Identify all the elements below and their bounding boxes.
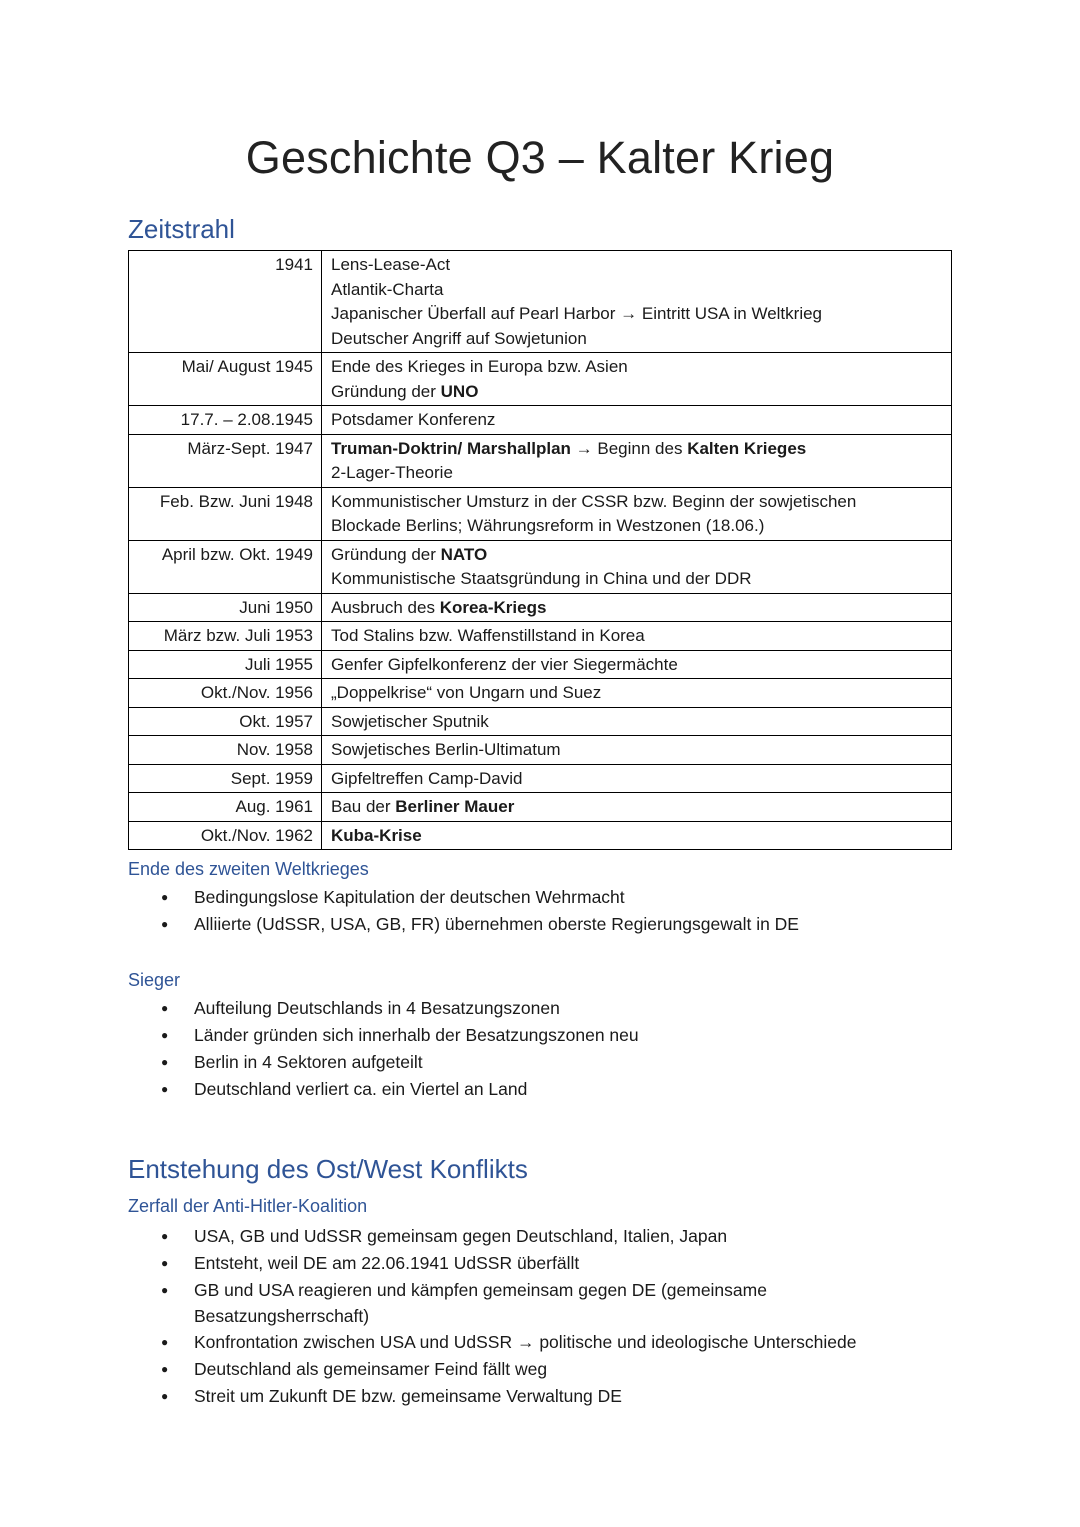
list-item: ● Streit um Zukunft DE bzw. gemeinsame Verwaltung DE: [128, 1383, 954, 1410]
timeline-date: Okt. 1957: [129, 707, 322, 736]
timeline-event-line: [331, 567, 943, 592]
bold-text: Truman-Doktrin/ Marshallplan: [331, 438, 571, 458]
timeline-event: [322, 487, 952, 540]
text: → Beginn des: [570, 438, 688, 458]
timeline-row: [129, 650, 952, 679]
timeline-date: Okt./Nov. 1962: [129, 821, 322, 850]
timeline-event-line: [331, 767, 943, 792]
timeline-event-line: [331, 490, 943, 515]
timeline-date: April bzw. Okt. 1949: [129, 540, 322, 593]
winners-list: [128, 995, 954, 1103]
list-item: ● Entsteht, weil DE am 22.06.1941 UdSSR überfällt: [128, 1250, 954, 1277]
text: Lens-Lease-Act: [331, 255, 451, 274]
timeline-event-line: [331, 738, 943, 763]
timeline-date: Sept. 1959: [129, 764, 322, 793]
timeline-row: [129, 540, 952, 593]
timeline-event: [322, 821, 952, 850]
timeline-event: [322, 622, 952, 651]
text: Sowjetisches Berlin-Ultimatum: [331, 740, 561, 759]
text: Gipfeltreffen Camp-David: [331, 768, 523, 788]
timeline-row: [129, 764, 952, 793]
timeline-event-line: [331, 461, 943, 486]
page-title: Geschichte Q3 – Kalter Krieg: [245, 132, 835, 183]
timeline-event-line: [331, 514, 943, 539]
text: Gründung der: [331, 381, 441, 401]
timeline-row: [129, 821, 952, 850]
list-item: ● Deutschland verliert ca. ein Viertel an Land: [128, 1076, 954, 1103]
timeline-row: [129, 622, 952, 651]
timeline-event-line: [331, 624, 943, 649]
timeline-event-line: [331, 710, 943, 735]
list-item: ● Aufteilung Deutschlands in 4 Besatzungszonen: [128, 995, 954, 1022]
text: 2-Lager-Theorie: [331, 463, 453, 482]
timeline-date: 17.7. – 2.08.1945: [129, 406, 322, 435]
list-item: ● Berlin in 4 Sektoren aufgeteilt: [128, 1049, 954, 1076]
text: Ausbruch des: [331, 597, 440, 617]
timeline-row: [129, 251, 952, 353]
timeline-row: [129, 679, 952, 708]
timeline-event-line: [331, 795, 943, 820]
text: Bau der: [331, 797, 396, 816]
text: Kommunistischer Umsturz in der CSSR bzw. Beginn der sowjetischen: [331, 491, 857, 511]
text: Atlantik-Charta: [331, 279, 444, 299]
timeline-date: März-Sept. 1947: [129, 434, 322, 487]
text: Sowjetischer Sputnik: [331, 711, 489, 731]
timeline-row: [129, 593, 952, 622]
timeline-event: [322, 540, 952, 593]
timeline-event-line: [331, 408, 943, 433]
timeline-date: Feb. Bzw. Juni 1948: [129, 487, 322, 540]
timeline-event-line: [331, 278, 943, 303]
text: Deutscher Angriff auf Sowjetunion: [331, 328, 587, 348]
text: Japanischer Überfall auf Pearl Harbor → Eintritt USA in Weltkrieg: [331, 304, 822, 323]
text: Tod Stalins bzw. Waffenstillstand in Korea: [331, 626, 645, 645]
timeline-event: [322, 353, 952, 406]
end-of-war-list: [128, 884, 954, 938]
timeline-event-line: [331, 302, 943, 327]
list-item: ● Alliierte (UdSSR, USA, GB, FR) übernehmen oberste Regierungsgewalt in DE: [128, 911, 954, 938]
list-item: ● USA, GB und UdSSR gemeinsam gegen Deutschland, Italien, Japan: [128, 1223, 954, 1250]
timeline-date: Mai/ August 1945: [129, 353, 322, 406]
bold-text: Kalten Krieges: [687, 438, 807, 458]
bold-text: NATO: [440, 544, 488, 564]
timeline-event: [322, 707, 952, 736]
timeline-event-line: [331, 253, 943, 278]
section-heading-winners: Sieger: [128, 970, 181, 990]
timeline-event-line: [331, 327, 943, 352]
text: Genfer Gipfelkonferenz der vier Siegermächte: [331, 654, 678, 674]
timeline-event-line: [331, 824, 943, 849]
list-item: ● GB und USA reagieren und kämpfen gemeinsam gegen DE (gemeinsame Besatzungsherrschaft): [128, 1277, 794, 1329]
text: „Doppelkrise“ von Ungarn und Suez: [331, 683, 602, 702]
list-item: ● Deutschland als gemeinsamer Feind fällt weg: [128, 1356, 954, 1383]
timeline-row: [129, 487, 952, 540]
timeline-event-line: [331, 596, 943, 621]
timeline-row: [129, 793, 952, 822]
text: Gründung der: [331, 544, 441, 564]
list-item: ● Länder gründen sich innerhalb der Besatzungszonen neu: [128, 1022, 954, 1049]
timeline-event: [322, 764, 952, 793]
text: Potsdamer Konferenz: [331, 410, 496, 429]
text: Kommunistische Staatsgründung in China und der DDR: [331, 569, 752, 588]
text: Ende des Krieges in Europa bzw. Asien: [331, 357, 628, 376]
timeline-row: [129, 406, 952, 435]
section-heading-timeline: Zeitstrahl: [128, 214, 235, 244]
timeline-event: [322, 434, 952, 487]
timeline-event-line: [331, 355, 943, 380]
list-item: ● Konfrontation zwischen USA und UdSSR → politische und ideologische Unterschiede: [128, 1329, 954, 1356]
timeline-event: [322, 679, 952, 708]
list-item: ● Bedingungslose Kapitulation der deutschen Wehrmacht: [128, 884, 954, 911]
timeline-row: [129, 707, 952, 736]
bold-text: Korea-Kriegs: [439, 597, 547, 617]
timeline-row: [129, 353, 952, 406]
timeline-event-line: [331, 543, 943, 568]
timeline-event-line: [331, 380, 943, 405]
timeline-date: März bzw. Juli 1953: [129, 622, 322, 651]
conflict-list: [128, 1223, 954, 1410]
timeline-event: [322, 793, 952, 822]
timeline-row: [129, 736, 952, 765]
timeline-event-line: [331, 681, 943, 706]
timeline-event-line: [331, 437, 943, 462]
text: Blockade Berlins; Währungsreform in Westzonen (18.06.): [331, 516, 765, 535]
timeline-date: Nov. 1958: [129, 736, 322, 765]
timeline-event: [322, 650, 952, 679]
timeline-event: [322, 406, 952, 435]
section-heading-end-of-war: Ende des zweiten Weltkrieges: [128, 859, 369, 879]
timeline-table: [128, 250, 952, 850]
subheading-anti-hitler-coalition: Zerfall der Anti-Hitler-Koalition: [128, 1196, 368, 1216]
timeline-body: [129, 251, 952, 850]
section-heading-conflict: Entstehung des Ost/West Konflikts: [128, 1154, 528, 1184]
timeline-event: [322, 593, 952, 622]
bold-text: UNO: [440, 381, 479, 401]
timeline-date: Okt./Nov. 1956: [129, 679, 322, 708]
timeline-event: [322, 251, 952, 353]
bold-text: Kuba-Krise: [331, 825, 422, 845]
timeline-date: Juli 1955: [129, 650, 322, 679]
timeline-date: 1941: [129, 251, 322, 353]
timeline-date: Juni 1950: [129, 593, 322, 622]
timeline-event-line: [331, 653, 943, 678]
bold-text: Berliner Mauer: [395, 797, 515, 816]
timeline-date: Aug. 1961: [129, 793, 322, 822]
timeline-event: [322, 736, 952, 765]
timeline-row: [129, 434, 952, 487]
